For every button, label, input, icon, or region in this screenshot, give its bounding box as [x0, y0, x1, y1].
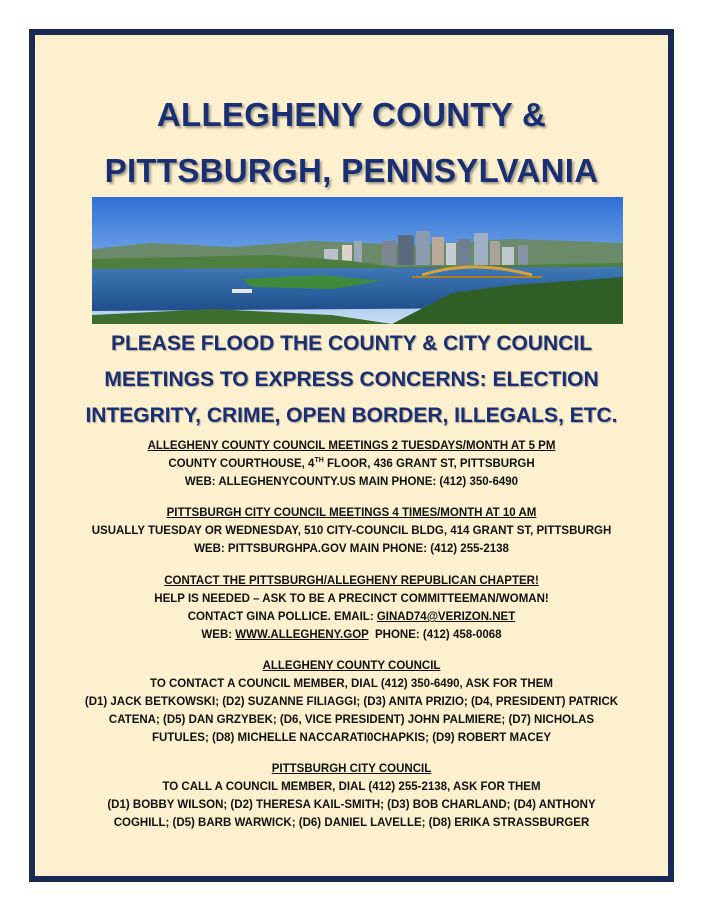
- city-meetings-web: WEB: PITTSBURGHPA.GOV MAIN PHONE: (412) 255-2138: [194, 543, 509, 555]
- headline: [35, 326, 668, 434]
- city-meetings-location: USUALLY TUESDAY OR WEDNESDAY, 510 CITY-COUNCIL BLDG, 414 GRANT ST, PITTSBURGH: [91, 525, 612, 537]
- email-link[interactable]: GINAD74@VERIZON.NET: [376, 611, 516, 623]
- county-council-heading: ALLEGHENY COUNTY COUNCIL: [262, 660, 441, 672]
- website-link[interactable]: WWW.ALLEGHENY.GOP: [235, 629, 369, 641]
- county-meetings-heading: ALLEGHENY COUNTY COUNCIL MEETINGS 2 TUESDAYS/MONTH AT 5 PM: [147, 440, 556, 452]
- flyer: [29, 29, 674, 882]
- pittsburgh-skyline-photo: [92, 197, 623, 324]
- headline-line: INTEGRITY, CRIME, OPEN BORDER, ILLEGALS, ETC.: [85, 404, 618, 427]
- headline-line: PLEASE FLOOD THE COUNTY & CITY COUNCIL: [110, 332, 593, 355]
- city-council-line: (D1) BOBBY WILSON; (D2) THERESA KAIL-SMITH; (D3) BOB CHARLAND; (D4) ANTHONY: [107, 799, 596, 811]
- republican-chapter-contact: CONTACT GINA POLLICE. EMAIL: GINAD74@VERIZON.NET: [187, 611, 516, 623]
- county-council-line: (D1) JACK BETKOWSKI; (D2) SUZANNE FILIAGGI; (D3) ANITA PRIZIO; (D4, PRESIDENT) PATRICK: [84, 696, 619, 708]
- title-line-2: PITTSBURGH, PENNSYLVANIA: [104, 152, 599, 189]
- republican-chapter-heading: CONTACT THE PITTSBURGH/ALLEGHENY REPUBLICAN CHAPTER!: [164, 575, 539, 587]
- county-council-line: TO CONTACT A COUNCIL MEMBER, DIAL (412) 350-6490, ASK FOR THEM: [150, 678, 553, 690]
- city-meetings-heading: PITTSBURGH CITY COUNCIL MEETINGS 4 TIMES/MONTH AT 10 AM: [166, 507, 537, 519]
- city-council-line: COGHILL; (D5) BARB WARWICK; (D6) DANIEL LAVELLE; (D8) ERIKA STRASSBURGER: [113, 817, 590, 829]
- city-council-heading: PITTSBURGH CITY COUNCIL: [271, 763, 432, 775]
- county-meetings-web: WEB: ALLEGHENYCOUNTY.US MAIN PHONE: (412) 350-6490: [184, 476, 519, 488]
- republican-chapter-section: [35, 572, 668, 644]
- city-meetings-section: [35, 504, 668, 558]
- title-line-1: ALLEGHENY COUNTY &: [156, 96, 547, 133]
- county-meetings-section: [35, 437, 668, 491]
- republican-chapter-help: HELP IS NEEDED – ASK TO BE A PRECINCT COMMITTEEMAN/WOMAN!: [154, 593, 549, 605]
- county-council-section: [35, 657, 668, 747]
- county-meetings-address: COUNTY COURTHOUSE, 4TH FLOOR, 436 GRANT ST, PITTSBURGH: [168, 457, 535, 470]
- county-council-line: FUTULES; (D8) MICHELLE NACCARATI0CHAPKIS; (D9) ROBERT MACEY: [151, 732, 552, 744]
- headline-line: MEETINGS TO EXPRESS CONCERNS: ELECTION: [104, 368, 599, 391]
- city-council-section: [35, 760, 668, 832]
- city-council-line: TO CALL A COUNCIL MEMBER, DIAL (412) 255-2138, ASK FOR THEM: [162, 781, 541, 793]
- republican-chapter-web: WEB: WWW.ALLEGHENY.GOP PHONE: (412) 458-0068: [201, 629, 502, 641]
- county-council-line: CATENA; (D5) DAN GRZYBEK; (D6, VICE PRESIDENT) JOHN PALMIERE; (D7) NICHOLAS: [108, 714, 595, 726]
